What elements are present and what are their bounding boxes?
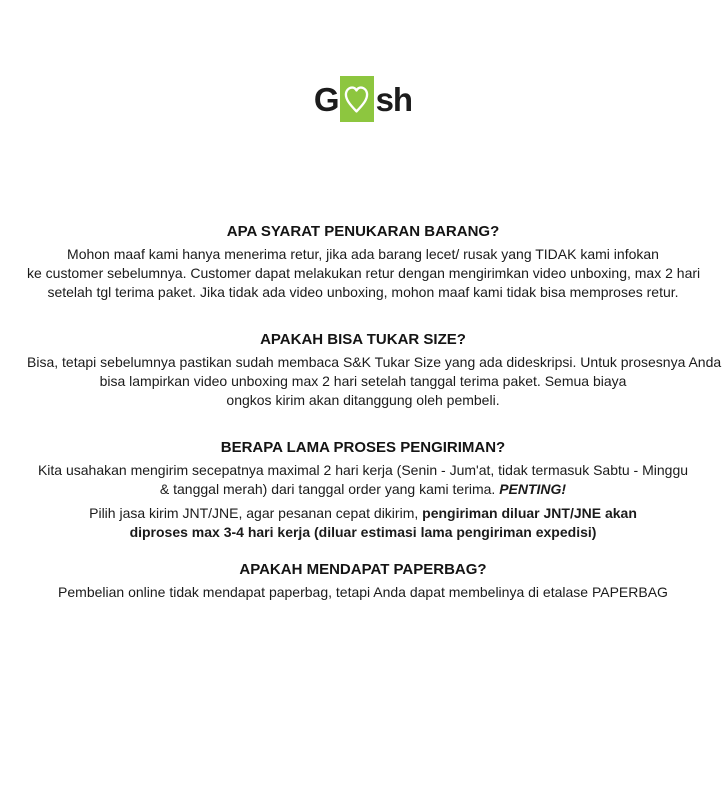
body-line: setelah tgl terima paket. Jika tidak ada video unboxing, mohon maaf kami tidak bisa memproses retur. bbox=[47, 284, 679, 300]
body-line: Bisa, tetapi sebelumnya pastikan sudah membaca S&K Tukar Size yang ada dideskripsi. Untuk prosesnya Anda bbox=[27, 354, 722, 370]
body-line bbox=[27, 480, 699, 499]
section-heading: APA SYARAT PENUKARAN BARANG? bbox=[226, 223, 500, 240]
body-line bbox=[27, 504, 699, 523]
section-paragraph bbox=[27, 245, 699, 302]
section-paragraph bbox=[27, 504, 699, 542]
body-line: Kita usahakan mengirim secepatnya maximal 2 hari kerja (Senin - Jum'at, tidak termasuk Sabtu - Minggu bbox=[37, 462, 689, 478]
section-heading: APAKAH MENDAPAT PAPERBAG? bbox=[239, 561, 487, 578]
body-line: Mohon maaf kami hanya menerima retur, jika ada barang lecet/ rusak yang TIDAK kami infokan bbox=[67, 246, 659, 262]
bold-text: pengiriman diluar JNT/JNE akan bbox=[422, 505, 637, 521]
section-heading: BERAPA LAMA PROSES PENGIRIMAN? bbox=[220, 439, 506, 456]
section-tukar-size bbox=[27, 330, 722, 410]
section-heading: APAKAH BISA TUKAR SIZE? bbox=[260, 331, 466, 348]
body-text: & tanggal merah) dari tanggal order yang kami terima. bbox=[159, 481, 500, 497]
body-line: Pembelian online tidak mendapat paperbag, tetapi Anda dapat membelinya di etalase PAPERBAG bbox=[58, 584, 668, 600]
section-proses-pengiriman bbox=[27, 438, 699, 542]
logo-letter-g: G bbox=[313, 80, 339, 118]
body-line: bisa lampirkan video unboxing max 2 hari setelah tanggal terima paket. Semua biaya bbox=[99, 373, 627, 389]
gosh-logo bbox=[0, 76, 726, 122]
heart-icon bbox=[343, 84, 370, 114]
body-line: ongkos kirim akan ditanggung oleh pembeli. bbox=[226, 392, 500, 408]
logo-letters-sh: sh bbox=[375, 80, 413, 118]
body-line: ke customer sebelumnya. Customer dapat melakukan retur dengan mengirimkan video unboxing, max 2 hari bbox=[27, 265, 701, 281]
section-paperbag bbox=[27, 560, 699, 602]
body-text: Pilih jasa kirim JNT/JNE, agar pesanan cepat dikirim, bbox=[89, 505, 423, 521]
faq-content bbox=[27, 222, 722, 602]
section-penukaran-barang bbox=[27, 222, 699, 302]
logo-green-box bbox=[340, 76, 374, 122]
section-paragraph bbox=[27, 461, 699, 499]
bold-text: diproses max 3-4 hari kerja (diluar estimasi lama pengiriman expedisi) bbox=[129, 524, 597, 540]
section-paragraph bbox=[27, 583, 699, 602]
emphasis-text: PENTING! bbox=[499, 481, 567, 497]
section-paragraph bbox=[27, 353, 722, 410]
